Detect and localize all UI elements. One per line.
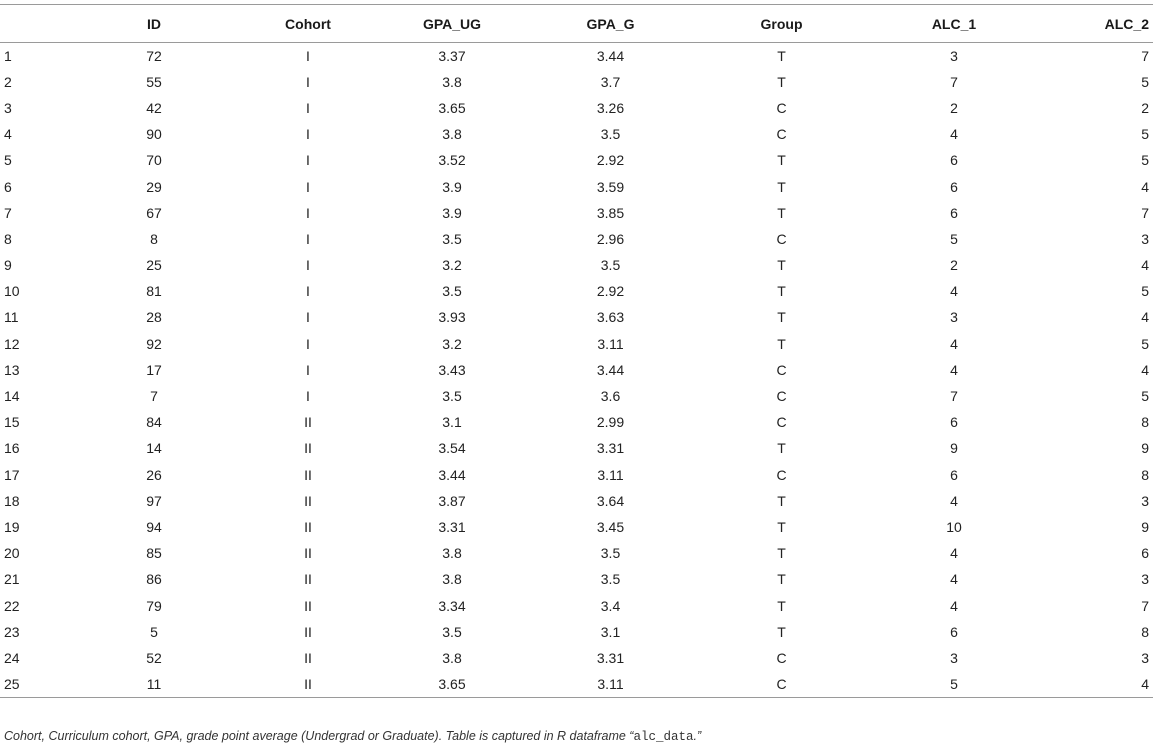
cell-alc-2: 4: [1141, 675, 1149, 692]
cell-gpa-ug: 3.8: [442, 571, 462, 588]
header-row: [0, 5, 1153, 43]
cell-cohort: II: [304, 649, 312, 666]
cell-group: T: [777, 597, 786, 614]
cell-gpa-ug: 3.8: [442, 73, 462, 90]
cell-cohort: I: [306, 283, 310, 300]
cell-group: T: [777, 492, 786, 509]
cell-alc-1: 6: [950, 178, 958, 195]
cell-gpa-ug: 3.1: [442, 414, 462, 431]
table-row: [0, 173, 1153, 199]
cell-gpa-ug: 3.5: [442, 388, 462, 405]
cell-id: 70: [146, 152, 162, 169]
caption-text: Cohort, Curriculum cohort, GPA, grade point average (Undergrad or Graduate). Table is captured in R dataframe “: [4, 729, 634, 743]
table-row: [0, 69, 1153, 95]
cell-alc-2: 9: [1141, 518, 1149, 535]
cell-gpa-ug: 3.9: [442, 178, 462, 195]
cell-index: 7: [4, 204, 12, 221]
cell-alc-1: 2: [950, 257, 958, 274]
cell-id: 7: [150, 388, 158, 405]
cell-cohort: II: [304, 518, 312, 535]
cell-gpa-ug: 3.5: [442, 623, 462, 640]
cell-id: 84: [146, 414, 162, 431]
cell-alc-1: 4: [950, 335, 958, 352]
header-id: ID: [147, 15, 161, 32]
cell-alc-2: 7: [1141, 204, 1149, 221]
cell-alc-1: 2: [950, 99, 958, 116]
cell-gpa-g: 3.26: [596, 99, 625, 116]
cell-id: 97: [146, 492, 162, 509]
cell-index: 2: [4, 73, 12, 90]
cell-group: C: [776, 99, 787, 116]
cell-alc-1: 10: [946, 518, 962, 535]
table-row: [0, 409, 1153, 435]
cell-gpa-g: 3.4: [600, 597, 621, 614]
cell-index: 21: [4, 571, 20, 588]
cell-alc-2: 7: [1141, 47, 1149, 64]
cell-cohort: I: [306, 204, 310, 221]
cell-cohort: I: [306, 47, 310, 64]
cell-gpa-ug: 3.65: [438, 675, 466, 692]
caption-code: alc_data: [633, 730, 694, 744]
cell-cohort: I: [306, 309, 310, 326]
cell-gpa-g: 3.63: [596, 309, 625, 326]
table-row: [0, 462, 1153, 488]
cell-gpa-g: 3.11: [597, 466, 624, 483]
cell-id: 25: [146, 257, 162, 274]
cell-alc-2: 4: [1141, 257, 1149, 274]
cell-alc-2: 5: [1141, 335, 1149, 352]
caption-text-end: .”: [693, 729, 702, 743]
cell-alc-1: 4: [950, 571, 958, 588]
cell-id: 14: [146, 440, 162, 457]
cell-cohort: II: [304, 545, 312, 562]
cell-gpa-ug: 3.31: [438, 518, 466, 535]
cell-index: 3: [4, 99, 12, 116]
cell-gpa-g: 2.99: [596, 414, 625, 431]
cell-alc-2: 8: [1141, 466, 1149, 483]
cell-gpa-ug: 3.43: [438, 361, 466, 378]
cell-alc-2: 3: [1141, 649, 1149, 666]
cell-gpa-g: 2.92: [596, 152, 625, 169]
cell-gpa-g: 3.44: [596, 361, 625, 378]
cell-alc-1: 6: [950, 466, 958, 483]
cell-group: C: [776, 230, 787, 247]
cell-index: 13: [4, 361, 20, 378]
cell-id: 90: [146, 126, 162, 143]
cell-cohort: I: [306, 388, 310, 405]
cell-alc-2: 4: [1141, 361, 1149, 378]
cell-index: 9: [4, 257, 12, 274]
cell-alc-1: 3: [950, 309, 958, 326]
cell-id: 92: [146, 335, 162, 352]
cell-index: 12: [4, 335, 20, 352]
cell-cohort: II: [304, 414, 312, 431]
cell-alc-1: 4: [950, 545, 958, 562]
cell-group: T: [777, 204, 786, 221]
table-row: [0, 147, 1153, 173]
table-row: [0, 200, 1153, 226]
cell-id: 85: [146, 545, 162, 562]
cell-alc-2: 4: [1141, 309, 1149, 326]
cell-gpa-g: 3.31: [596, 649, 625, 666]
cell-index: 5: [4, 152, 12, 169]
cell-gpa-ug: 3.34: [438, 597, 466, 614]
cell-cohort: II: [304, 675, 312, 692]
cell-alc-1: 7: [950, 73, 958, 90]
cell-alc-1: 7: [950, 388, 958, 405]
cell-group: T: [777, 623, 786, 640]
cell-group: T: [777, 283, 786, 300]
cell-index: 1: [4, 47, 12, 64]
cell-gpa-ug: 3.37: [438, 47, 466, 64]
cell-id: 52: [146, 649, 162, 666]
table-row: [0, 95, 1153, 121]
cell-gpa-ug: 3.2: [442, 335, 462, 352]
cell-alc-1: 4: [950, 597, 958, 614]
cell-alc-2: 4: [1141, 178, 1149, 195]
header-alc-2: ALC_2: [1104, 15, 1149, 32]
cell-gpa-g: 3.31: [596, 440, 625, 457]
cell-alc-2: 7: [1141, 597, 1149, 614]
cell-index: 16: [4, 440, 20, 457]
cell-alc-1: 6: [950, 152, 958, 169]
cell-gpa-g: 3.59: [596, 178, 625, 195]
cell-gpa-g: 3.5: [600, 257, 621, 274]
cell-group: T: [777, 152, 786, 169]
cell-alc-2: 2: [1141, 99, 1149, 116]
cell-gpa-ug: 3.2: [442, 257, 462, 274]
cell-alc-2: 8: [1141, 623, 1149, 640]
cell-index: 14: [4, 388, 20, 405]
cell-alc-2: 5: [1141, 283, 1149, 300]
cell-gpa-g: 3.6: [600, 388, 621, 405]
cell-gpa-ug: 3.65: [438, 99, 466, 116]
cell-alc-1: 4: [950, 361, 958, 378]
cell-alc-2: 8: [1141, 414, 1149, 431]
cell-cohort: I: [306, 99, 310, 116]
cell-index: 15: [4, 414, 20, 431]
cell-id: 81: [146, 283, 162, 300]
cell-group: T: [777, 518, 786, 535]
cell-alc-2: 3: [1141, 571, 1149, 588]
cell-id: 55: [146, 73, 162, 90]
header-gpa-g: GPA_G: [586, 15, 635, 32]
cell-cohort: II: [304, 440, 312, 457]
cell-alc-1: 5: [950, 230, 958, 247]
cell-cohort: I: [306, 152, 310, 169]
table-row: [0, 645, 1153, 671]
table-row: [0, 435, 1153, 461]
cell-id: 26: [146, 466, 162, 483]
cell-gpa-ug: 3.8: [442, 126, 462, 143]
cell-alc-1: 9: [950, 440, 958, 457]
cell-group: T: [777, 257, 786, 274]
table-row: [0, 619, 1153, 645]
cell-group: C: [776, 126, 787, 143]
cell-cohort: II: [304, 492, 312, 509]
table-row: [0, 592, 1153, 618]
cell-group: T: [777, 178, 786, 195]
cell-group: T: [777, 440, 786, 457]
cell-gpa-g: 3.5: [600, 126, 621, 143]
cell-index: 8: [4, 230, 12, 247]
cell-group: T: [777, 571, 786, 588]
header-index: [0, 5, 64, 43]
cell-gpa-g: 2.92: [596, 283, 625, 300]
cell-gpa-g: 3.85: [596, 204, 625, 221]
cell-index: 18: [4, 492, 20, 509]
cell-gpa-g: 3.1: [600, 623, 621, 640]
cell-id: 67: [146, 204, 162, 221]
table-body: [0, 43, 1153, 698]
cell-alc-2: 5: [1141, 126, 1149, 143]
cell-id: 29: [146, 178, 162, 195]
cell-cohort: II: [304, 623, 312, 640]
table-row: [0, 121, 1153, 147]
header-alc-1: ALC_1: [931, 15, 977, 32]
header-group: Group: [760, 15, 803, 32]
cell-index: 19: [4, 518, 20, 535]
table-row: [0, 383, 1153, 409]
cell-gpa-g: 3.44: [596, 47, 625, 64]
table-row: [0, 540, 1153, 566]
table-row: [0, 278, 1153, 304]
cell-alc-1: 6: [950, 414, 958, 431]
cell-index: 11: [4, 309, 19, 326]
cell-gpa-ug: 3.93: [438, 309, 466, 326]
cell-alc-1: 6: [950, 623, 958, 640]
cell-alc-2: 5: [1141, 388, 1149, 405]
cell-gpa-ug: 3.8: [442, 545, 462, 562]
cell-cohort: I: [306, 126, 310, 143]
cell-alc-1: 5: [950, 675, 958, 692]
cell-group: C: [776, 675, 787, 692]
cell-alc-1: 6: [950, 204, 958, 221]
cell-id: 79: [146, 597, 162, 614]
cell-cohort: I: [306, 335, 310, 352]
cell-id: 8: [150, 230, 158, 247]
header-cohort: Cohort: [285, 15, 331, 32]
cell-alc-1: 3: [950, 649, 958, 666]
table-row: [0, 43, 1153, 69]
cell-cohort: I: [306, 361, 310, 378]
cell-gpa-g: 3.11: [597, 335, 624, 352]
cell-index: 20: [4, 545, 20, 562]
cell-gpa-ug: 3.8: [442, 649, 462, 666]
cell-gpa-ug: 3.52: [438, 152, 466, 169]
cell-alc-2: 6: [1141, 545, 1149, 562]
cell-alc-2: 5: [1141, 73, 1149, 90]
cell-id: 86: [146, 571, 162, 588]
table-row: [0, 331, 1153, 357]
cell-index: 4: [4, 126, 12, 143]
cell-cohort: I: [306, 178, 310, 195]
cell-index: 24: [4, 649, 20, 666]
cell-alc-1: 4: [950, 283, 958, 300]
cell-alc-1: 4: [950, 126, 958, 143]
data-table-container: [0, 4, 1149, 698]
cell-index: 17: [4, 466, 20, 483]
table-row: [0, 488, 1153, 514]
cell-gpa-ug: 3.87: [438, 492, 466, 509]
cell-cohort: II: [304, 597, 312, 614]
data-table: [0, 4, 1153, 698]
cell-alc-2: 3: [1141, 230, 1149, 247]
cell-gpa-ug: 3.9: [442, 204, 462, 221]
cell-gpa-g: 3.45: [596, 518, 625, 535]
cell-index: 23: [4, 623, 20, 640]
cell-index: 25: [4, 675, 20, 692]
cell-group: C: [776, 649, 787, 666]
cell-id: 72: [146, 47, 162, 64]
cell-id: 11: [146, 675, 162, 692]
cell-group: T: [777, 309, 786, 326]
cell-gpa-ug: 3.44: [438, 466, 466, 483]
table-row: [0, 252, 1153, 278]
cell-id: 17: [146, 361, 162, 378]
cell-index: 10: [4, 283, 20, 300]
cell-group: C: [776, 388, 787, 405]
cell-group: T: [777, 545, 786, 562]
cell-alc-2: 9: [1141, 440, 1149, 457]
header-gpa-ug: GPA_UG: [422, 15, 482, 32]
table-row: [0, 514, 1153, 540]
cell-alc-1: 4: [950, 492, 958, 509]
cell-group: T: [777, 73, 786, 90]
table-row: [0, 566, 1153, 592]
cell-gpa-g: 3.7: [600, 73, 621, 90]
cell-group: C: [776, 466, 787, 483]
cell-cohort: I: [306, 257, 310, 274]
cell-gpa-g: 3.64: [596, 492, 625, 509]
table-row: [0, 357, 1153, 383]
table-row: [0, 671, 1153, 697]
cell-cohort: I: [306, 230, 310, 247]
cell-cohort: I: [306, 73, 310, 90]
cell-gpa-g: 3.5: [600, 571, 621, 588]
cell-cohort: II: [304, 571, 312, 588]
cell-gpa-g: 3.5: [600, 545, 621, 562]
cell-gpa-g: 2.96: [596, 230, 625, 247]
cell-index: 6: [4, 178, 12, 195]
cell-alc-2: 3: [1141, 492, 1149, 509]
cell-id: 5: [150, 623, 158, 640]
cell-id: 28: [146, 309, 162, 326]
cell-id: 94: [146, 518, 162, 535]
cell-gpa-ug: 3.5: [442, 283, 462, 300]
cell-group: T: [777, 47, 786, 64]
table-row: [0, 304, 1153, 330]
cell-group: T: [777, 335, 786, 352]
cell-alc-2: 5: [1141, 152, 1149, 169]
table-caption: [4, 729, 701, 744]
cell-group: C: [776, 414, 787, 431]
cell-index: 22: [4, 597, 20, 614]
cell-gpa-ug: 3.5: [442, 230, 462, 247]
cell-gpa-g: 3.11: [597, 675, 624, 692]
cell-group: C: [776, 361, 787, 378]
cell-gpa-ug: 3.54: [438, 440, 466, 457]
table-row: [0, 226, 1153, 252]
cell-alc-1: 3: [950, 47, 958, 64]
cell-cohort: II: [304, 466, 312, 483]
cell-id: 42: [146, 99, 162, 116]
